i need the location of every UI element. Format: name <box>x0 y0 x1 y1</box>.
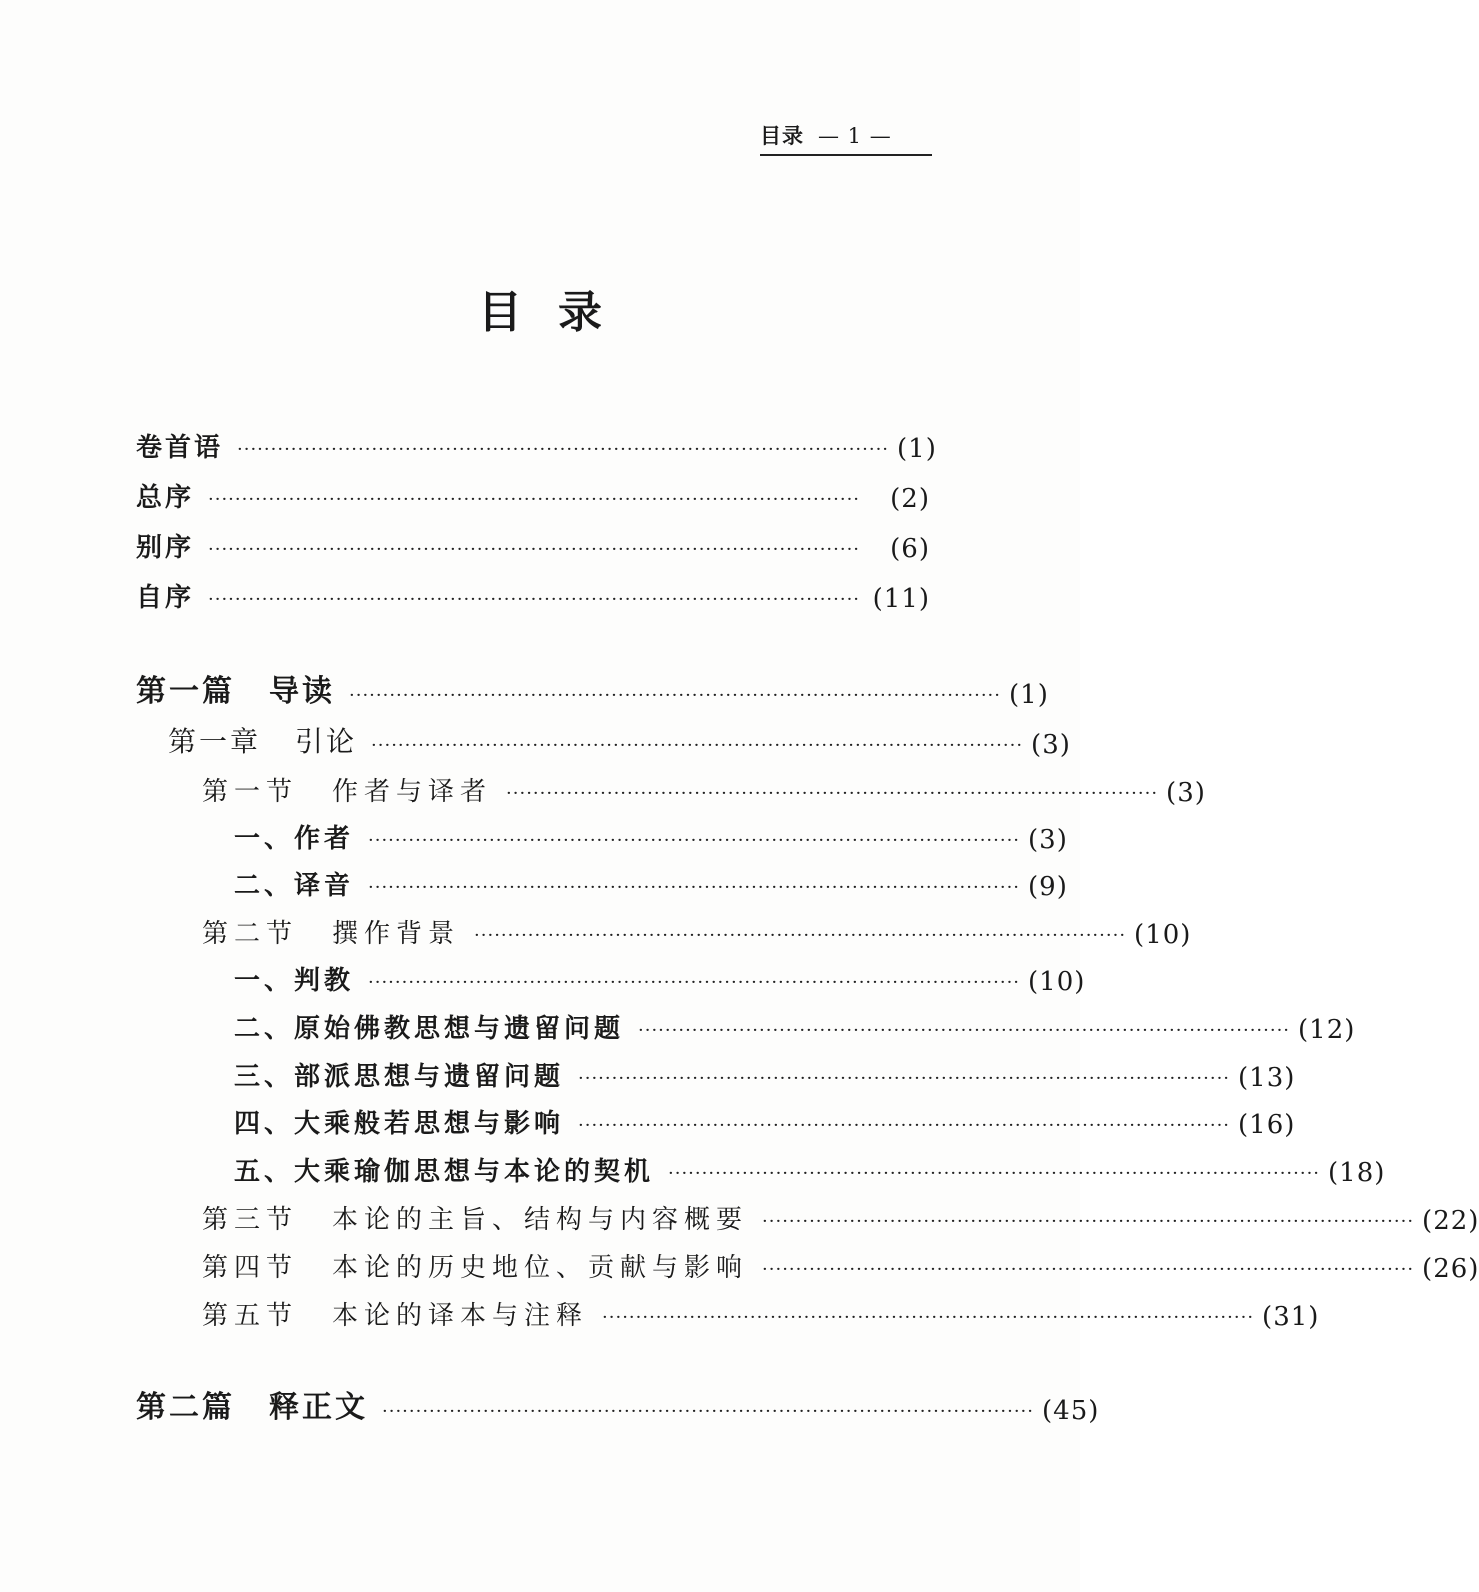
toc-entry-item[interactable] <box>0 957 1086 997</box>
dot-leader: ································································································· <box>762 1211 1415 1232</box>
section-number: 第四节 <box>202 1253 299 1283</box>
toc-entry-page: (6) <box>890 534 930 564</box>
toc-entry-label <box>202 771 492 808</box>
dot-leader: ································································································· <box>506 783 1159 804</box>
toc-entry-section[interactable] <box>0 1196 1479 1236</box>
section-title: 撰作背景 <box>332 919 461 949</box>
toc-entry-page: (1) <box>1009 680 1049 710</box>
toc-entry-part[interactable] <box>0 670 1080 710</box>
dot-leader: ································································································· <box>474 925 1127 946</box>
dot-leader: ································································································· <box>371 735 1024 756</box>
toc-entry-label: 一、判教 <box>234 966 355 996</box>
chapter-number: 第一章 <box>168 725 262 758</box>
dot-leader: ································································································· <box>578 1115 1231 1136</box>
toc-entry-label: 二、译音 <box>234 871 355 901</box>
dot-leader: ································································································· <box>382 1401 1035 1422</box>
toc-entry-front-matter[interactable] <box>0 474 1080 514</box>
toc-entry-label: 一、作者 <box>234 824 355 854</box>
toc-entry-page: (12) <box>1298 1015 1356 1045</box>
dot-leader: ································································································· <box>237 439 890 460</box>
part-number: 第一篇 <box>136 674 235 709</box>
toc-entry-page: (3) <box>1166 778 1206 808</box>
section-title: 作者与译者 <box>332 777 493 807</box>
toc-entry-item[interactable] <box>0 1148 1386 1188</box>
section-number: 第五节 <box>202 1301 299 1331</box>
dot-leader: ································································································· <box>578 1068 1231 1089</box>
part-number: 第二篇 <box>136 1390 235 1425</box>
toc-entry-section[interactable] <box>0 910 1192 950</box>
section-number: 第一节 <box>202 777 299 807</box>
toc-entry-section[interactable] <box>0 1244 1479 1284</box>
toc-entry-label <box>202 1199 748 1236</box>
toc-entry-page: (9) <box>1028 872 1068 902</box>
toc-entry-label: 卷首语 <box>136 433 224 463</box>
toc-entry-chapter[interactable] <box>0 720 1080 760</box>
toc-entry-page: (18) <box>1328 1158 1386 1188</box>
dot-leader: ································································································· <box>368 972 1021 993</box>
running-head-page-number: — 1 — <box>818 124 892 148</box>
dot-leader: ································································································· <box>368 877 1021 898</box>
dot-leader: ································································································· <box>368 830 1021 851</box>
toc-entry-page: (13) <box>1238 1063 1296 1093</box>
toc-entry-label: 总序 <box>136 483 195 513</box>
toc-entry-page: (45) <box>1042 1396 1100 1426</box>
toc-entry-label <box>168 720 357 760</box>
toc-entry-item[interactable] <box>0 1100 1296 1140</box>
toc-entry-page: (26) <box>1422 1254 1479 1284</box>
toc-entry-page: (22) <box>1422 1206 1479 1236</box>
toc-entry-page: (10) <box>1028 967 1086 997</box>
toc-entry-label: 五、大乘瑜伽思想与本论的契机 <box>234 1157 655 1187</box>
toc-entry-front-matter[interactable] <box>0 574 1080 614</box>
dot-leader: ································································································· <box>668 1163 1321 1184</box>
toc-entry-label <box>202 1247 748 1284</box>
toc-entry-page: (10) <box>1134 920 1192 950</box>
toc-entry-front-matter[interactable] <box>0 424 1080 464</box>
toc-entry-label <box>202 1295 588 1332</box>
dot-leader: ································································································· <box>208 489 861 510</box>
toc-entry-section[interactable] <box>0 1292 1320 1332</box>
dot-leader: ································································································· <box>208 539 861 560</box>
section-number: 第二节 <box>202 919 299 949</box>
toc-entry-label: 三、部派思想与遗留问题 <box>234 1062 565 1092</box>
running-head-title: 目录 <box>760 123 804 148</box>
toc-entry-label <box>202 913 460 950</box>
dot-leader: ································································································· <box>208 589 861 610</box>
toc-entry-item[interactable] <box>0 862 1080 902</box>
section-title: 本论的主旨、结构与内容概要 <box>332 1205 749 1235</box>
toc-entry-label: 别序 <box>136 533 195 563</box>
dot-leader: ································································································· <box>762 1259 1415 1280</box>
toc-entry-page: (3) <box>1028 825 1068 855</box>
section-title: 本论的历史地位、贡献与影响 <box>332 1253 749 1283</box>
toc-entry-page: (16) <box>1238 1110 1296 1140</box>
toc-entry-page: (3) <box>1031 730 1071 760</box>
dot-leader: ································································································· <box>602 1307 1255 1328</box>
toc-entry-item[interactable] <box>0 1005 1356 1045</box>
part-title: 导读 <box>269 674 335 709</box>
dot-leader: ································································································· <box>638 1020 1291 1041</box>
section-title: 本论的译本与注释 <box>332 1301 589 1331</box>
chapter-title: 引论 <box>295 725 358 758</box>
toc-entry-label: 四、大乘般若思想与影响 <box>234 1109 565 1139</box>
toc-entry-front-matter[interactable] <box>0 524 1080 564</box>
part-title: 释正文 <box>269 1390 368 1425</box>
toc-entry-part[interactable] <box>0 1386 1100 1426</box>
section-number: 第三节 <box>202 1205 299 1235</box>
toc-entry-label <box>136 1382 368 1426</box>
dot-leader: ································································································· <box>349 685 1002 706</box>
toc-entry-item[interactable] <box>0 1053 1296 1093</box>
toc-entry-label: 二、原始佛教思想与遗留问题 <box>234 1014 625 1044</box>
toc-entry-item[interactable] <box>0 815 1080 855</box>
toc-entry-page: (1) <box>897 434 937 464</box>
page-title: 目录 <box>478 287 638 338</box>
toc-entry-page: (31) <box>1262 1302 1320 1332</box>
toc-entry-label <box>136 666 335 710</box>
toc-entry-page: (2) <box>890 484 930 514</box>
toc-entry-section[interactable] <box>0 768 1206 808</box>
toc-entry-page: (11) <box>872 584 930 614</box>
toc-entry-label: 自序 <box>136 583 195 613</box>
